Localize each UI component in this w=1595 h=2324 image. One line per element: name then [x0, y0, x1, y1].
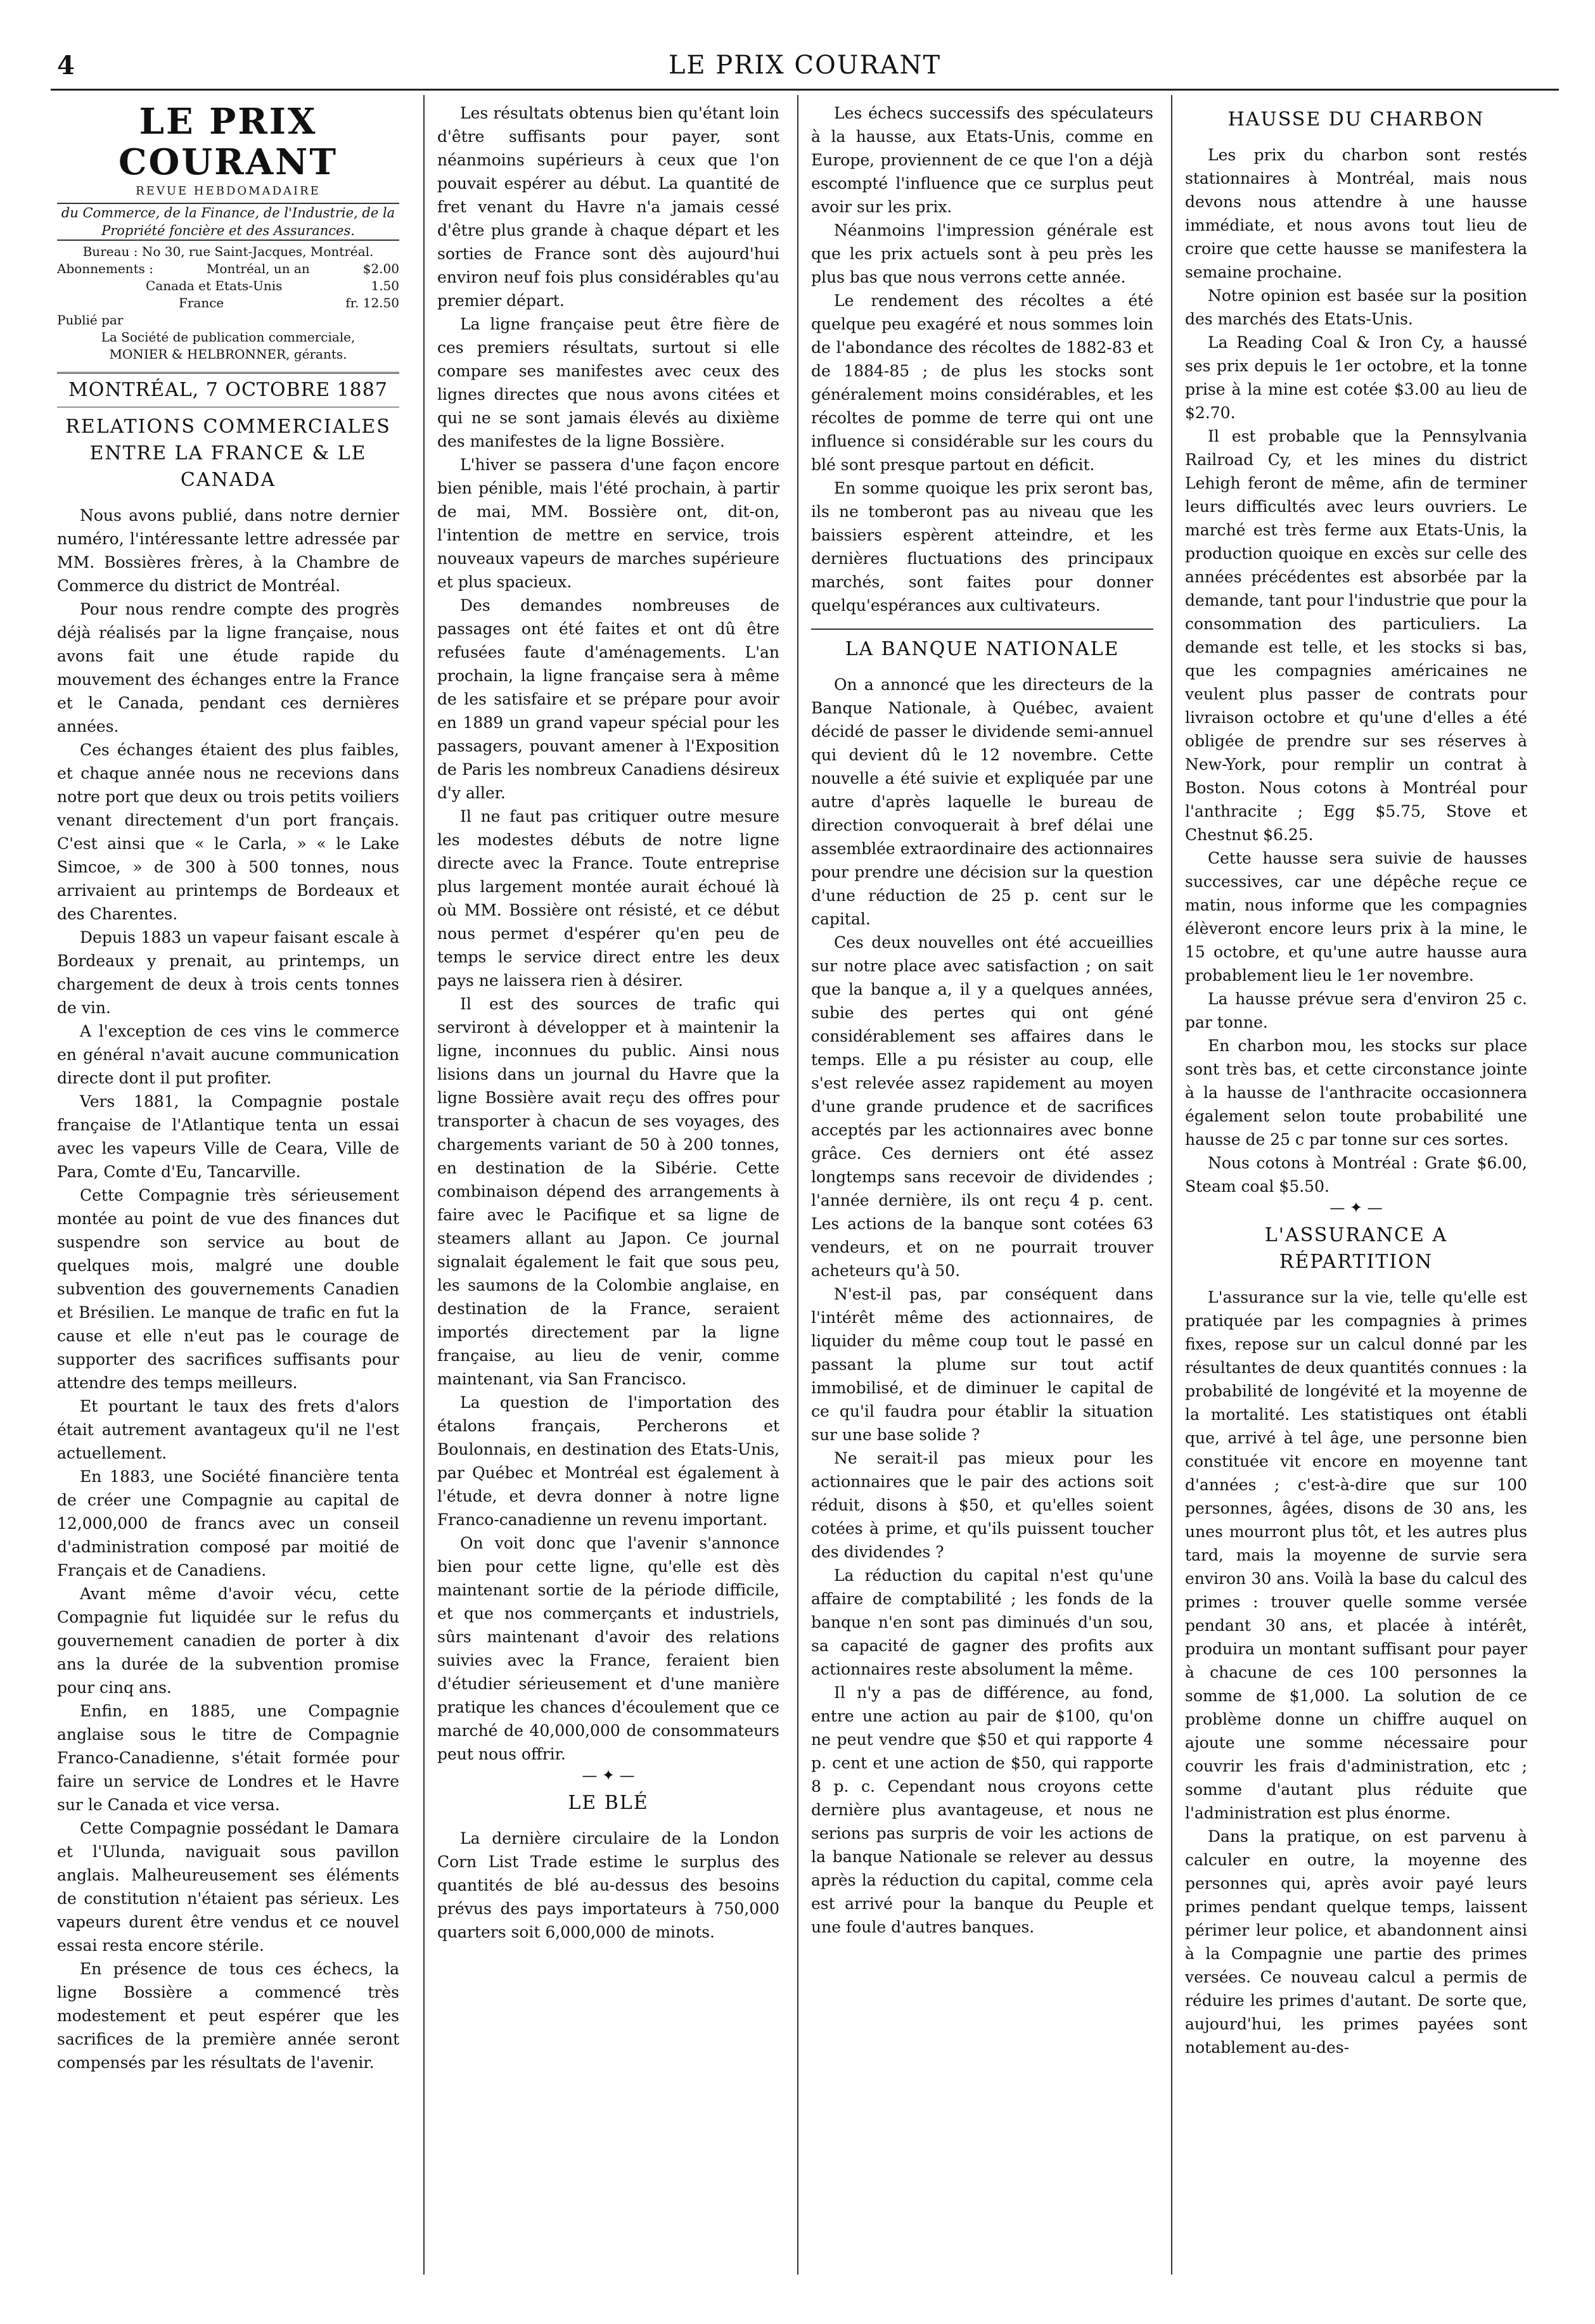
paragraph: Ne serait-il pas mieux pour les actionnaires que le pair des actions soit réduit, disons à $50, et qu'elles soient cotées à prime, et qu'ils puissent toucher des dividendes ?	[811, 1449, 1153, 1561]
paragraph: La question de l'importation des étalons français, Percherons et Boulonnais, en destination des Etats-Unis, par Québec et Montréal est également à l'étude, et devra donner à notre ligne Franco-canadienne un revenu important.	[437, 1393, 779, 1529]
running-title: LE PRIX COURANT	[668, 51, 942, 80]
paragraph: Enfin, en 1885, une Compagnie anglaise sous le titre de Compagnie Franco-Canadienne, s'était formée pour faire un service de Londres et le Havre sur le Canada et vice versa.	[57, 1702, 399, 1814]
paragraph: Ces échanges étaient des plus faibles, et chaque année nous ne recevions dans notre port que deux ou trois petits voiliers venant directement d'un port français. C'est ainsi que « le Carla, » « le Lake Simcoe, » de 300 à 500 tonnes, nous arrivaient au printemps de Bordeaux et des Charentes.	[57, 741, 399, 923]
masthead-description: du Commerce, de la Finance, de l'Industrie, de la Propriété foncière et des Assurances.	[57, 203, 399, 241]
paragraph: Et pourtant le taux des frets d'alors était autrement avantageux qu'il ne l'est actuellement.	[57, 1397, 399, 1462]
paragraph: On a annoncé que les directeurs de la Banque Nationale, à Québec, avaient décidé de passer le dividende semi-annuel qui devient dû le 12 novembre. Cette nouvelle a été suivie et expliquée par une autre d'après laquelle le bureau de direction convoquerait à bref délai une assemblée extraordinaire des actionnaires pour prendre une décision sur la question d'une réduction de 25 p. cent sur le capital.	[811, 675, 1153, 928]
column-1	[57, 101, 399, 2275]
paragraph: En charbon mou, les stocks sur place sont très bas, et cette circonstance jointe à la hausse de l'anthracite occasionnera également selon toute probabilité une hausse de 25 c par tonne sur ces sortes.	[1185, 1037, 1527, 1149]
paragraph: En somme quoique les prix seront bas, ils ne tomberont pas au niveau que les baissiers espèrent atteindre, et les dernières fluctuations des principaux marchés, sont faites pour donner quelqu'espérances aux cultivateurs.	[811, 479, 1153, 615]
article-body-relations-continued	[437, 101, 779, 1766]
paragraph: L'hiver se passera d'une façon encore bien pénible, mais l'été prochain, à partir de mai, MM. Bossière ont, dit-on, l'intention de mettre en service, trois nouveaux vapeurs de marches supérieure et plus spacieux.	[437, 456, 779, 591]
paragraph: N'est-il pas, par conséquent dans l'intérêt même des actionnaires, de liquider du même coup tout le passé en passant la plume sur tout actif immobilisé, et de diminuer le capital de ce qu'il faudra pour établir la situation sur une base solide ?	[811, 1285, 1153, 1444]
paragraph: La réduction du capital n'est qu'une affaire de comptabilité ; les fonds de la banque n'en sont pas diminués d'un sou, sa capacité de gagner des profits aux actionnaires reste absolument la même.	[811, 1566, 1153, 1678]
paragraph: Cette Compagnie possédant le Damara et l'Ulunda, naviguait sous pavillon anglais. Malheureusement ses éléments de constitution n'étaient pas sérieux. Les vapeurs durent être vendus et ce nouvel essai resta encore stérile.	[57, 1819, 399, 1955]
paragraph: Nous cotons à Montréal : Grate $6.00, Steam coal $5.50.	[1185, 1154, 1527, 1196]
section-ornament: — ✦ —	[1329, 1199, 1383, 1216]
column-4	[1185, 101, 1527, 2275]
subscription-price: fr. 12.50	[345, 295, 399, 310]
paragraph: La hausse prévue sera d'environ 25 c. par tonne.	[1185, 990, 1527, 1031]
page-number: 4	[57, 51, 75, 80]
subscription-price: 1.50	[371, 278, 399, 293]
article-title-ble: LE BLÉ	[568, 1792, 649, 1814]
paragraph: Cette hausse sera suivie de hausses successives, car une dépêche reçue ce matin, nous informe que les compagnies élèveront encore leurs prix à la mine, le 15 octobre, et qu'une autre hausse aura probablement lieu le 1er novembre.	[1185, 849, 1527, 985]
paragraph: Notre opinion est basée sur la position des marchés des Etats-Unis.	[1185, 286, 1527, 328]
paragraph: Les résultats obtenus bien qu'étant loin d'être suffisants pour payer, sont néanmoins supérieurs à ceux que l'on pouvait espérer au début. La quantité de fret venant du Havre n'a jamais cessé d'être plus grande à chaque départ et les sorties de France sont dès aujourd'hui environ neuf fois plus considérables qu'au premier départ.	[437, 104, 779, 310]
paragraph: En présence de tous ces échecs, la ligne Bossière a commencé très modestement et peut espérer que les sacrifices de la première année seront compensés par les résultats de l'avenir.	[57, 1960, 399, 2072]
column-rule	[797, 95, 798, 2275]
paragraph: Des demandes nombreuses de passages ont été faites et ont dû être refusées faute d'aménagements. L'an prochain, la ligne française sera à même de les satisfaire et se prépare pour avoir en 1889 un grand vapeur spécial pour les passagers, pouvant amener à l'Exposition de Paris les nombreux Canadiens désireux d'y aller.	[437, 596, 779, 802]
page-header	[51, 44, 1559, 91]
paragraph: Depuis 1883 un vapeur faisant escale à Bordeaux y prenait, au printemps, un chargement de deux à trois cents tonnes de vin.	[57, 928, 399, 1017]
paragraph: Il ne faut pas critiquer outre mesure les modestes débuts de notre ligne directe avec la France. Toute entreprise plus largement montée aurait échoué là où MM. Bossière ont résisté, et ce début nous permet d'espérer qu'en peu de temps le service direct entre les deux pays ne laissera rien à désirer.	[437, 807, 779, 990]
masthead-title: LE PRIX COURANT	[118, 101, 338, 183]
paragraph: La ligne française peut être fière de ces premiers résultats, surtout si elle compare ses manifestes avec ceux des lignes directes que nous avons citées et qui ne se sont jamais élevés au dixième des manifestes de la ligne Bossière.	[437, 315, 779, 450]
paragraph: La Reading Coal & Iron Cy, a haussé ses prix depuis le 1er octobre, et la tonne prise à la mine est cotée $3.00 au lieu de $2.70.	[1185, 333, 1527, 422]
subscription-place: France	[178, 295, 224, 310]
article-title-banque: LA BANQUE NATIONALE	[811, 629, 1153, 663]
column-rule	[423, 95, 425, 2275]
paragraph: Le rendement des récoltes a été quelque peu exagéré et nous sommes loin de l'abondance des récoltes de 1882-83 et de 1884-85 ; de plus les stocks sont généralement moins considérables, et les récoltes de pomme de terre qui ont une influence si considérable sur les cours du blé sont presque partout en déficit.	[811, 291, 1153, 474]
masthead	[57, 101, 399, 363]
paragraph: La dernière circulaire de la London Corn List Trade estime le surplus des quantités de blé au-dessus des besoins prévus des pays importateurs à 750,000 quarters soit 6,000,000 de minots.	[437, 1829, 779, 1941]
article-title-assurance: L'ASSURANCE A RÉPARTITION	[1264, 1224, 1448, 1273]
column-2	[437, 101, 779, 2275]
article-body-assurance	[1185, 1286, 1527, 2059]
bureau-address: Bureau : No 30, rue Saint-Jacques, Montréal.	[82, 244, 374, 259]
paragraph: Dans la pratique, on est parvenu à calculer en outre, la moyenne des personnes qui, après avoir payé leurs primes pendant quelque temps, laissent périmer leur police, et abandonnent ainsi à la Compagnie une partie des primes versées. Ce nouveau calcul a permis de réduire les primes d'autant. De sorte que, aujourd'hui, les primes payées sont notablement au-des-	[1185, 1827, 1527, 2057]
dateline: MONTRÉAL, 7 OCTOBRE 1887	[57, 372, 399, 407]
publisher-label: Publié par	[57, 312, 124, 328]
article-title-charbon: HAUSSE DU CHARBON	[1227, 108, 1485, 131]
paragraph: Il est probable que la Pennsylvania Railroad Cy, et les mines du district Lehigh feront de même, afin de terminer leurs difficultés avec leurs ouvriers. Le marché est très ferme aux Etats-Unis, la production quoique en excès sur celle des années précédentes est absorbée par la demande, tant pour l'industrie que pour la consommation des particuliers. La demande est telle, et les stocks si bas, que les compagnies américaines ne veulent plus passer de contrats pour livraison octobre et qu'une d'elles a été obligée de prendre sur ses réserves à New-York, pour remplir un contrat à Boston. Nous cotons à Montréal pour l'anthracite ; Egg $5.75, Stove et Chestnut $6.25.	[1185, 427, 1527, 844]
paragraph: Néanmoins l'impression générale est que les prix actuels sont à peu près les plus bas que nous verrons cette année.	[811, 221, 1153, 286]
paragraph: Vers 1881, la Compagnie postale française de l'Atlantique tenta un essai avec les vapeurs Ville de Ceara, Ville de Para, Comte d'Eu, Tancarville.	[57, 1092, 399, 1181]
article-body-ble-continued	[811, 101, 1153, 617]
paragraph: Pour nous rendre compte des progrès déjà réalisés par la ligne française, nous avons fait une étude rapide du mouvement des échanges entre la France et le Canada, pendant ces dernières années.	[57, 600, 399, 736]
column-3	[811, 101, 1153, 2275]
column-rule	[1171, 95, 1172, 2275]
paragraph: Ces deux nouvelles ont été accueillies sur notre place avec satisfaction ; on sait que la banque a, il y a quelques années, subie des pertes qui ont géné considérablement ses affaires dans le temps. Elle a pu résister au coup, elle s'est relevée assez rapidement au moyen d'une grande prudence et de sacrifices acceptés par les actionnaires avec bonne grâce. Ces derniers ont été assez longtemps sans recevoir de dividendes ; l'année dernière, ils ont reçu 4 p. cent. Les actions de la banque sont cotées 63 vendeurs, et on ne pourrait trouver acheteurs qu'à 50.	[811, 933, 1153, 1280]
section-ornament: — ✦ —	[582, 1766, 635, 1784]
masthead-subtitle: REVUE HEBDOMADAIRE	[136, 184, 321, 198]
managers: MONIER & HELBRONNER, gérants.	[109, 347, 347, 362]
paragraph: Il est des sources de trafic qui serviront à développer et à maintenir la ligne, inconnues du public. Ainsi nous lisions dans un journal du Havre que la ligne Bossière avait reçu des offres pour transporter à chacun de ses voyages, des chargements variant de 50 à 200 tonnes, en destination de la Sibérie. Cette combinaison dépend des arrangements à faire avec le Pacifique et sa ligne de steamers allant au Japon. Ce journal signalait également le fait que sous peu, les saumons de la Colombie anglaise, en destination de la France, seraient importés directement par la ligne française, au lieu de venir, comme maintenant, via San Francisco.	[437, 995, 779, 1388]
article-body-banque	[811, 673, 1153, 1939]
subscription-price: $2.00	[362, 261, 399, 276]
article-title-relations: RELATIONS COMMERCIALES ENTRE LA FRANCE & LE CANADA	[65, 416, 391, 491]
paragraph: Avant même d'avoir vécu, cette Compagnie fut liquidée sur le refus du gouvernement canadien de porter à dix ans la durée de la subvention promise pour cinq ans.	[57, 1585, 399, 1697]
subscription-place: Canada et Etats-Unis	[146, 278, 283, 293]
publisher: La Société de publication commerciale,	[101, 329, 356, 345]
article-body-ble	[437, 1827, 779, 1944]
paragraph: On voit donc que l'avenir s'annonce bien pour cette ligne, qu'elle est dès maintenant sortie de la période difficile, et que nos commerçants et industriels, sûrs maintenant d'avoir des relations suivies avec la France, feraient bien d'étudier sérieusement et d'une manière pratique les chances d'écoulement que ce marché de 40,000,000 de consommateurs peut nous offrir.	[437, 1534, 779, 1763]
article-body-charbon	[1185, 143, 1527, 1198]
paragraph: A l'exception de ces vins le commerce en général n'avait aucune communication directe dont il put profiter.	[57, 1022, 399, 1087]
paragraph: Les prix du charbon sont restés stationnaires à Montréal, mais nous devons nous attendre à une hausse immédiate, et nous avons tout lieu de croire que cette hausse se manifestera la semaine prochaine.	[1185, 146, 1527, 281]
subscriptions-label: Abonnements :	[57, 261, 153, 276]
paragraph: Cette Compagnie très sérieusement montée au point de vue des finances dut suspendre son service au bout de quelques mois, malgré une double subvention des gouvernements Canadien et Brésilien. Le manque de trafic en fut la cause et elle n'eut pas le courage de supporter des sacrifices suffisants pour attendre des temps meilleurs.	[57, 1186, 399, 1392]
article-body-relations	[57, 504, 399, 2074]
paragraph: Nous avons publié, dans notre dernier numéro, l'intéressante lettre adressée par MM. Bossières frères, à la Chambre de Commerce du district de Montréal.	[57, 506, 399, 595]
paragraph: En 1883, une Société financière tenta de créer une Compagnie au capital de 12,000,000 de francs avec un conseil d'administration composé par moitié de Français et de Canadiens.	[57, 1467, 399, 1580]
paragraph: L'assurance sur la vie, telle qu'elle est pratiquée par les compagnies à primes fixes, repose sur un calcul donné par les résultantes de deux quantités connues : la probabilité de longévité et la moyenne de la mortalité. Les statistiques ont établi que, arrivé à tel âge, une personne bien constituée vit encore en moyenne tant d'années ; c'est-à-dire que sur 100 personnes, âgées, disons de 30 ans, les unes mourront plus tôt, et les autres plus tard, mais la moyenne de survie sera environ 30 ans. Voilà la base du calcul des primes : trouver quelle somme versée pendant 30 ans, et placée à intérêt, produira un montant suffisant pour payer à chacune de ces 100 personnes la somme de $1,000. La solution de ce problème donne un chiffre auquel on ajoute une somme nécessaire pour couvrir les frais d'administration, etc ; somme d'autant plus réduite que l'administration est plus énorme.	[1185, 1288, 1527, 1822]
subscription-place: Montréal, un an	[206, 261, 310, 276]
paragraph: Les échecs successifs des spéculateurs à la hausse, aux Etats-Unis, comme en Europe, proviennent de ce que l'on a déjà escompté l'influence que ce surplus peut avoir sur les prix.	[811, 104, 1153, 216]
paragraph: Il n'y a pas de différence, au fond, entre une action au pair de $100, qu'on ne peut vendre que $50 et qui rapporte 4 p. cent et une action de $50, qui rapporte 8 p. c. Cependant nous croyons cette dernière plus avantageuse, et nous ne serions pas surpris de voir les actions de la banque Nationale se relever au dessus après la réduction du capital, comme cela est arrivé pour la banque du Peuple et une foule d'autres banques.	[811, 1683, 1153, 1936]
